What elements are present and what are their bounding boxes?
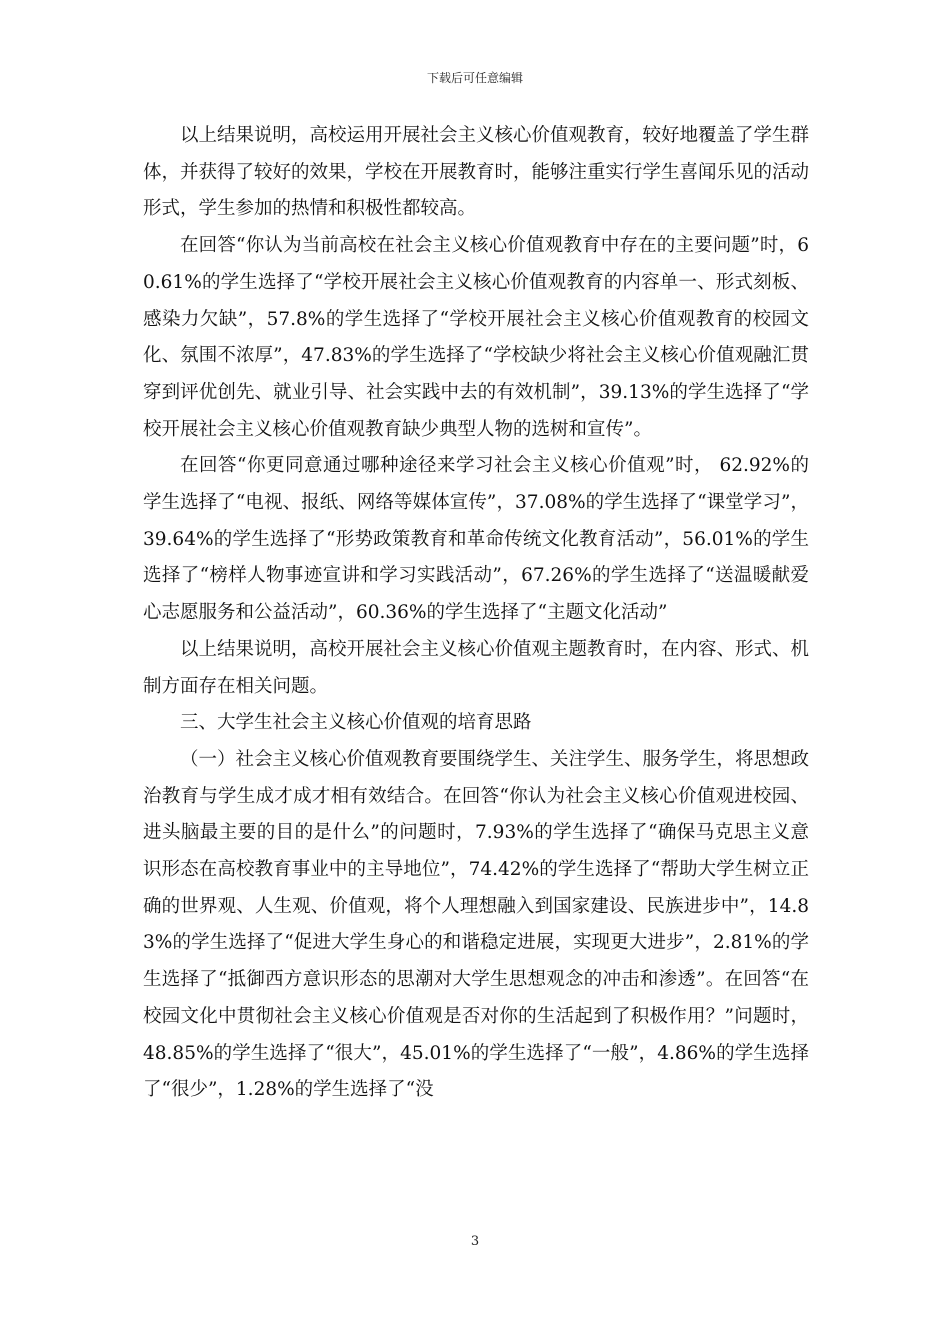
document-body <box>143 118 809 1109</box>
paragraph-summary-2: 以上结果说明，高校开展社会主义核心价值观主题教育时，在内容、形式、机制方面存在相关问题。 <box>143 638 810 697</box>
paragraph-summary-1: 以上结果说明，高校运用开展社会主义核心价值观教育，较好地覆盖了学生群体，并获得了较好的效果，学校在开展教育时，能够注重实行学生喜闻乐见的活动形式，学生参加的热情和积极性都较高。 <box>143 125 810 220</box>
page-number: 3 <box>470 1234 480 1249</box>
paragraph-learning-channels: 在回答“你更同意通过哪种途径来学习社会主义核心价值观”时， 62.92%的学生选择了“电视、报纸、网络等媒体宣传”，37.08%的学生选择了“课堂学习”，39.64%的学生选择了“形势政策教育和革命传统文化教育活动”，56.01%的学生选择了“榜样人物事迹宣讲和学习实践活动”，67.26%的学生选择了“送温暖献爱心志愿服务和公益活动”，60.36%的学生选择了“主题文化活动” <box>143 455 809 624</box>
paragraph-subsection-1: （一）社会主义核心价值观教育要围绕学生、关注学生、服务学生，将思想政治教育与学生成才成才相有效结合。在回答“你认为社会主义核心价值观进校园、进头脑最主要的目的是什么”的问题时，7.93%的学生选择了“确保马克思主义意识形态在高校教育事业中的主导地位”，74.42%的学生选择了“帮助大学生树立正确的世界观、人生观、价值观，将个人理想融入到国家建设、民族进步中”，14.83%的学生选择了“促进大学生身心的和谐稳定进展，实现更大进步”，2.81%的学生选择了“抵御西方意识形态的思潮对大学生思想观念的冲击和渗透”。在回答“在校园文化中贯彻社会主义核心价值观是否对你的生活起到了积极作用？”问题时，48.85%的学生选择了“很大”，45.01%的学生选择了“一般”，4.86%的学生选择了“很少”，1.28%的学生选择了“没 <box>143 748 810 1101</box>
paragraph-main-problems: 在回答“你认为当前高校在社会主义核心价值观教育中存在的主要问题”时，60.61%的学生选择了“学校开展社会主义核心价值观教育的内容单一、形式刻板、感染力欠缺”，57.8%的学生选择了“学校开展社会主义核心价值观教育的校园文化、氛围不浓厚”，47.83%的学生选择了“学校缺少将社会主义核心价值观融汇贯穿到评优创先、就业引导、社会实践中去的有效机制”，39.13%的学生选择了“学校开展社会主义核心价值观教育缺少典型人物的选树和宣传”。 <box>143 235 809 440</box>
section-heading: 三、大学生社会主义核心价值观的培育思路 <box>180 712 532 734</box>
page-header: 下载后可任意编辑 <box>426 71 523 85</box>
